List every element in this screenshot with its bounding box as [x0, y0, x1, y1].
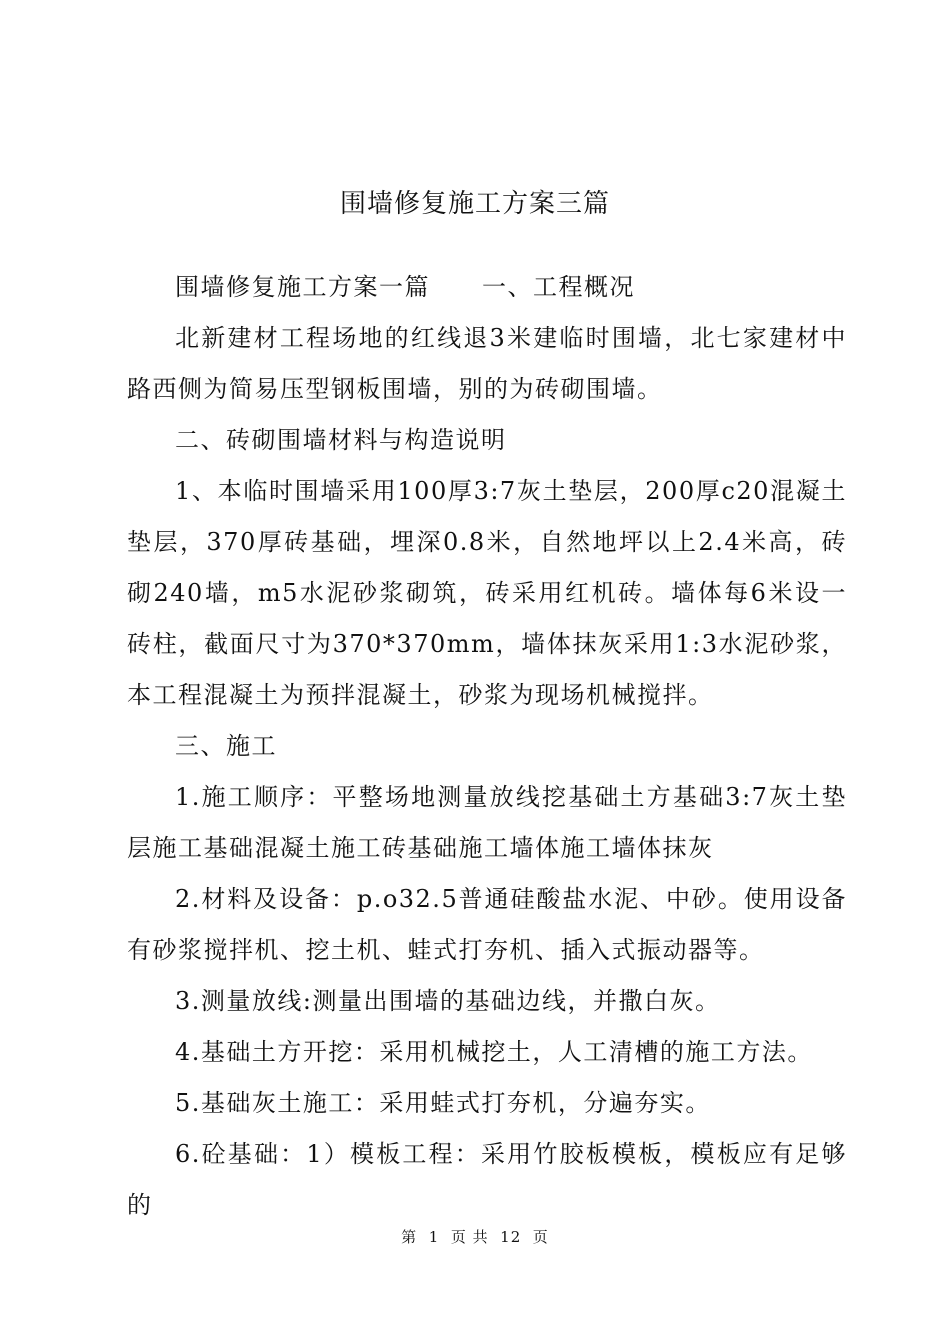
paragraph-7: 2.材料及设备：p.o32.5普通硅酸盐水泥、中砂。使用设备有砂浆搅拌机、挖土机、蛙式打夯机、插入式振动器等。	[127, 885, 847, 964]
section-heading-part2: 一、工程概况	[482, 273, 635, 301]
document-body	[127, 262, 847, 1231]
footer-middle: 页 共	[450, 1228, 489, 1246]
footer-total-pages: 12	[500, 1228, 522, 1246]
paragraph-6: 1.施工顺序：平整场地测量放线挖基础土方基础3:7灰土垫层施工基础混凝土施工砖基础施工墙体施工墙体抹灰	[127, 783, 847, 862]
page-footer	[0, 1226, 950, 1248]
footer-suffix: 页	[532, 1228, 549, 1246]
paragraph-4: 1、本临时围墙采用100厚3:7灰土垫层，200厚c20混凝土垫层，370厚砖基础，埋深0.8米，自然地坪以上2.4米高，砖砌240墙，m5水泥砂浆砌筑，砖采用红机砖。墙体每6米设一砖柱，截面尺寸为370*370mm，墙体抹灰采用1:3水泥砂浆，本工程混凝土为预拌混凝土，砂浆为现场机械搅拌。	[127, 477, 847, 709]
paragraph-2: 北新建材工程场地的红线退3米建临时围墙，北七家建材中路西侧为简易压型钢板围墙，别的为砖砌围墙。	[127, 324, 847, 403]
document-title: 围墙修复施工方案三篇	[339, 189, 610, 219]
paragraph-8: 3.测量放线:测量出围墙的基础边线，并撒白灰。	[175, 987, 721, 1015]
footer-page-number: 1	[428, 1228, 440, 1246]
paragraph-5: 三、施工	[175, 732, 277, 760]
footer-prefix: 第	[401, 1228, 418, 1246]
paragraph-3: 二、砖砌围墙材料与构造说明	[175, 426, 507, 454]
section-heading-part1: 围墙修复施工方案一篇	[175, 273, 430, 301]
paragraph-11: 6.砼基础：1）模板工程：采用竹胶板模板，模板应有足够的	[127, 1140, 847, 1219]
paragraph-10: 5.基础灰土施工：采用蛙式打夯机，分遍夯实。	[175, 1089, 711, 1117]
paragraph-1	[127, 262, 847, 313]
paragraph-9: 4.基础土方开挖：采用机械挖土，人工清槽的施工方法。	[175, 1038, 813, 1066]
